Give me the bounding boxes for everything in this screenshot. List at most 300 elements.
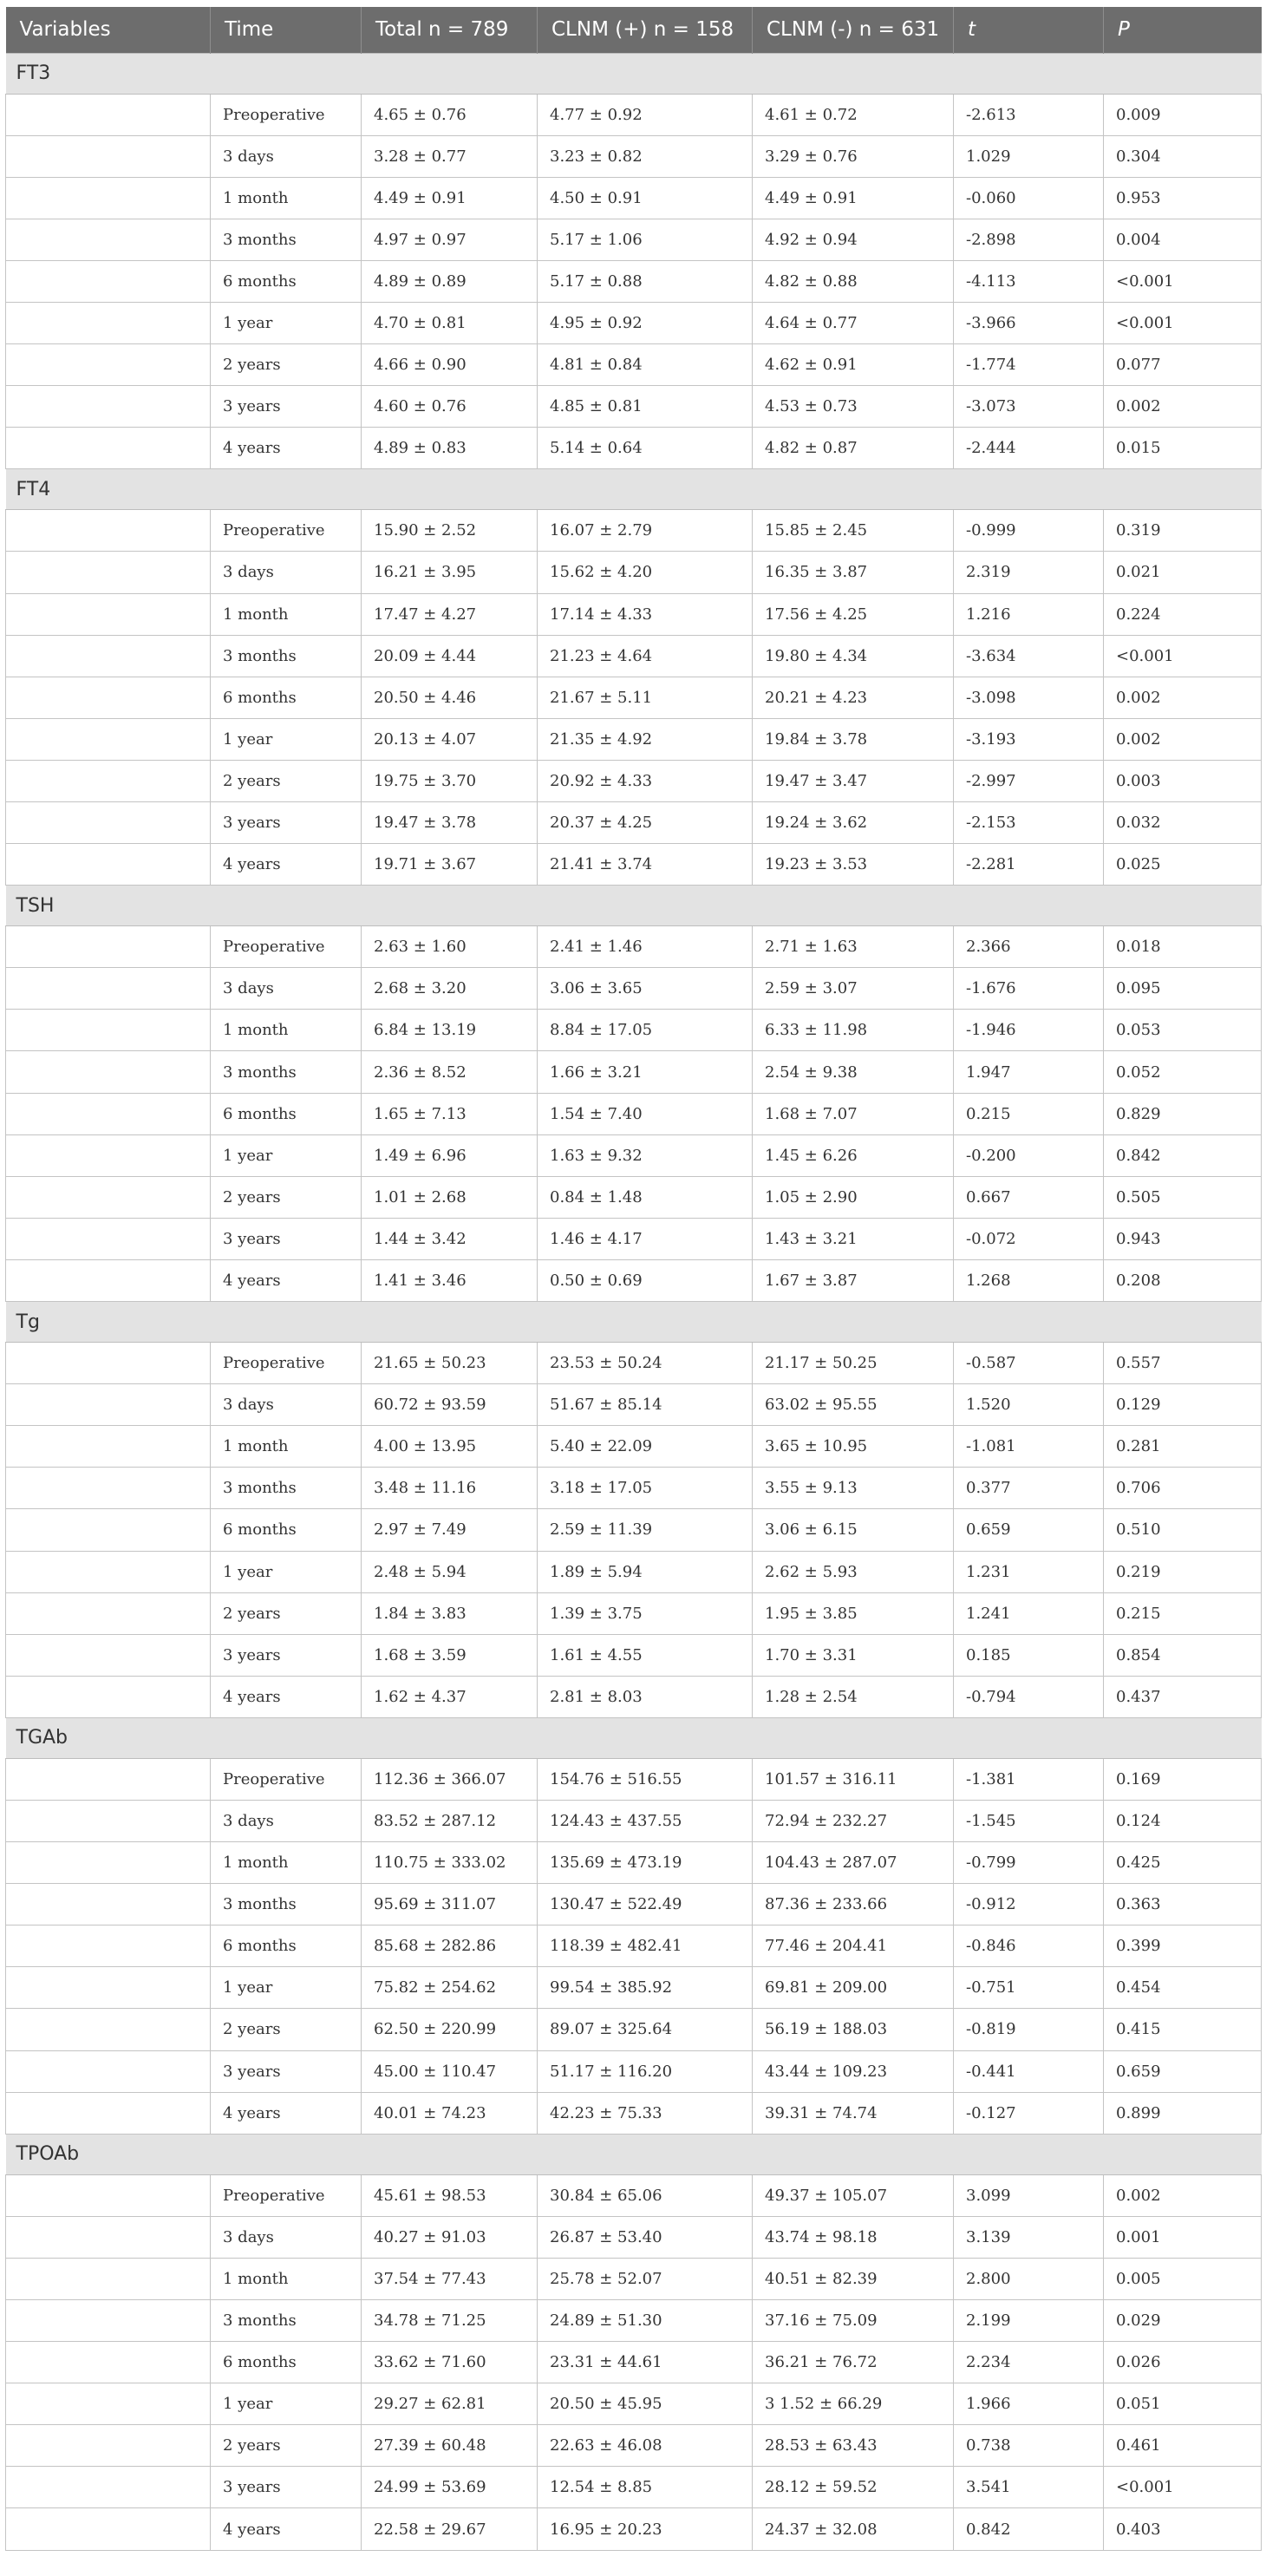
total-cell: 60.72 ± 93.59 [362, 1384, 538, 1426]
variable-cell [6, 1884, 211, 1925]
t-value-cell: -1.676 [954, 968, 1104, 1010]
variable-cell [6, 219, 211, 260]
time-cell: Preoperative [211, 2174, 362, 2216]
clnm-positive-cell: 0.84 ± 1.48 [538, 1176, 753, 1218]
p-value-cell: 0.029 [1104, 2300, 1262, 2342]
t-value-cell: -2.613 [954, 94, 1104, 135]
table-row [6, 1426, 1262, 1468]
clnm-positive-cell: 26.87 ± 53.40 [538, 2216, 753, 2258]
clnm-positive-cell: 4.50 ± 0.91 [538, 177, 753, 219]
clnm-negative-cell: 1.68 ± 7.07 [753, 1093, 954, 1134]
t-value-cell: -1.545 [954, 1800, 1104, 1841]
variable-cell [6, 2009, 211, 2050]
time-cell: Preoperative [211, 1343, 362, 1384]
total-cell: 1.84 ± 3.83 [362, 1592, 538, 1634]
total-cell: 15.90 ± 2.52 [362, 510, 538, 552]
total-cell: 2.48 ± 5.94 [362, 1551, 538, 1592]
table-row [6, 428, 1262, 469]
time-cell: 2 years [211, 2009, 362, 2050]
total-cell: 1.01 ± 2.68 [362, 1176, 538, 1218]
total-cell: 4.97 ± 0.97 [362, 219, 538, 260]
clnm-negative-cell: 37.16 ± 75.09 [753, 2300, 954, 2342]
table-row [6, 552, 1262, 593]
clnm-negative-cell: 56.19 ± 188.03 [753, 2009, 954, 2050]
table-row [6, 2216, 1262, 2258]
p-value-cell: 0.002 [1104, 386, 1262, 428]
p-value-cell: 0.706 [1104, 1468, 1262, 1509]
total-cell: 4.89 ± 0.89 [362, 260, 538, 302]
clnm-negative-cell: 1.28 ± 2.54 [753, 1676, 954, 1717]
clnm-negative-cell: 17.56 ± 4.25 [753, 593, 954, 635]
t-value-cell: 0.377 [954, 1468, 1104, 1509]
table-row [6, 260, 1262, 302]
variable-cell [6, 2050, 211, 2092]
section-row [6, 886, 1262, 926]
time-cell: 1 month [211, 2258, 362, 2299]
p-value-cell: 0.129 [1104, 1384, 1262, 1426]
t-value-cell: -3.193 [954, 718, 1104, 760]
variable-cell [6, 802, 211, 844]
p-value-cell: 0.437 [1104, 1676, 1262, 1717]
p-value-cell: 0.461 [1104, 2425, 1262, 2467]
table-row [6, 510, 1262, 552]
clnm-positive-cell: 1.63 ± 9.32 [538, 1134, 753, 1176]
total-cell: 19.71 ± 3.67 [362, 844, 538, 886]
variable-cell [6, 593, 211, 635]
table-row [6, 2092, 1262, 2134]
p-value-cell: 0.415 [1104, 2009, 1262, 2050]
variable-cell [6, 1758, 211, 1800]
table-row [6, 1134, 1262, 1176]
table-row [6, 1343, 1262, 1384]
t-value-cell: 1.966 [954, 2383, 1104, 2425]
variable-cell [6, 1468, 211, 1509]
total-cell: 1.65 ± 7.13 [362, 1093, 538, 1134]
table-row [6, 1509, 1262, 1551]
clnm-negative-cell: 20.21 ± 4.23 [753, 677, 954, 718]
time-cell: 3 years [211, 1634, 362, 1676]
section-label: TSH [6, 886, 1262, 926]
total-cell: 1.49 ± 6.96 [362, 1134, 538, 1176]
t-value-cell: -0.060 [954, 177, 1104, 219]
variable-cell [6, 1259, 211, 1301]
p-value-cell: 0.005 [1104, 2258, 1262, 2299]
time-cell: 2 years [211, 1592, 362, 1634]
clnm-negative-cell: 87.36 ± 233.66 [753, 1884, 954, 1925]
clnm-negative-cell: 19.23 ± 3.53 [753, 844, 954, 886]
table-row [6, 2050, 1262, 2092]
t-value-cell: 2.366 [954, 926, 1104, 968]
t-value-cell: -2.444 [954, 428, 1104, 469]
variable-cell [6, 2342, 211, 2383]
clnm-positive-cell: 1.89 ± 5.94 [538, 1551, 753, 1592]
total-cell: 4.70 ± 0.81 [362, 302, 538, 343]
variable-cell [6, 1592, 211, 1634]
clnm-negative-cell: 4.92 ± 0.94 [753, 219, 954, 260]
t-value-cell: -0.794 [954, 1676, 1104, 1717]
time-cell: 6 months [211, 677, 362, 718]
table-row [6, 1176, 1262, 1218]
total-cell: 83.52 ± 287.12 [362, 1800, 538, 1841]
variable-cell [6, 2216, 211, 2258]
section-row [6, 1302, 1262, 1343]
total-cell: 1.68 ± 3.59 [362, 1634, 538, 1676]
clnm-positive-cell: 20.92 ± 4.33 [538, 760, 753, 801]
clnm-positive-cell: 5.17 ± 1.06 [538, 219, 753, 260]
clnm-negative-cell: 101.57 ± 316.11 [753, 1758, 954, 1800]
clnm-negative-cell: 24.37 ± 32.08 [753, 2508, 954, 2550]
total-cell: 45.61 ± 98.53 [362, 2174, 538, 2216]
variable-cell [6, 926, 211, 968]
time-cell: 3 months [211, 635, 362, 677]
variable-cell [6, 2508, 211, 2550]
clnm-negative-cell: 36.21 ± 76.72 [753, 2342, 954, 2383]
table-row [6, 94, 1262, 135]
variable-cell [6, 302, 211, 343]
clnm-negative-cell: 77.46 ± 204.41 [753, 1925, 954, 1967]
p-value-cell: 0.077 [1104, 344, 1262, 386]
t-value-cell: 0.842 [954, 2508, 1104, 2550]
table-row [6, 2174, 1262, 2216]
total-cell: 19.75 ± 3.70 [362, 760, 538, 801]
t-value-cell: 0.667 [954, 1176, 1104, 1218]
clnm-positive-cell: 1.66 ± 3.21 [538, 1051, 753, 1093]
clnm-negative-cell: 40.51 ± 82.39 [753, 2258, 954, 2299]
p-value-cell: <0.001 [1104, 2467, 1262, 2508]
p-value-cell: 0.032 [1104, 802, 1262, 844]
clnm-positive-cell: 4.95 ± 0.92 [538, 302, 753, 343]
variable-cell [6, 1925, 211, 1967]
p-value-cell: 0.009 [1104, 94, 1262, 135]
variable-cell [6, 2383, 211, 2425]
clnm-negative-cell: 3 1.52 ± 66.29 [753, 2383, 954, 2425]
total-cell: 40.01 ± 74.23 [362, 2092, 538, 2134]
clnm-positive-cell: 154.76 ± 516.55 [538, 1758, 753, 1800]
time-cell: Preoperative [211, 926, 362, 968]
header-row [6, 7, 1262, 53]
clnm-negative-cell: 2.62 ± 5.93 [753, 1551, 954, 1592]
t-value-cell: 3.099 [954, 2174, 1104, 2216]
variable-cell [6, 344, 211, 386]
total-cell: 3.28 ± 0.77 [362, 135, 538, 177]
time-cell: 1 year [211, 718, 362, 760]
total-cell: 17.47 ± 4.27 [362, 593, 538, 635]
table-row [6, 760, 1262, 801]
time-cell: 4 years [211, 2092, 362, 2134]
total-cell: 4.00 ± 13.95 [362, 1426, 538, 1468]
p-value-cell: 0.004 [1104, 219, 1262, 260]
t-value-cell: 1.947 [954, 1051, 1104, 1093]
clnm-positive-cell: 30.84 ± 65.06 [538, 2174, 753, 2216]
clnm-negative-cell: 21.17 ± 50.25 [753, 1343, 954, 1384]
variable-cell [6, 760, 211, 801]
total-cell: 27.39 ± 60.48 [362, 2425, 538, 2467]
clnm-positive-cell: 23.53 ± 50.24 [538, 1343, 753, 1384]
total-cell: 1.44 ± 3.42 [362, 1218, 538, 1259]
t-value-cell: -0.200 [954, 1134, 1104, 1176]
col-header-p: P [1104, 7, 1262, 53]
p-value-cell: 0.557 [1104, 1343, 1262, 1384]
p-value-cell: 0.363 [1104, 1884, 1262, 1925]
time-cell: 3 months [211, 219, 362, 260]
t-value-cell: -3.098 [954, 677, 1104, 718]
clnm-positive-cell: 5.17 ± 0.88 [538, 260, 753, 302]
clnm-positive-cell: 5.40 ± 22.09 [538, 1426, 753, 1468]
t-value-cell: -0.799 [954, 1842, 1104, 1884]
time-cell: 1 month [211, 593, 362, 635]
time-cell: 1 year [211, 1134, 362, 1176]
section-row [6, 1717, 1262, 1758]
p-value-cell: 0.051 [1104, 2383, 1262, 2425]
clnm-positive-cell: 21.67 ± 5.11 [538, 677, 753, 718]
t-value-cell: -1.946 [954, 1010, 1104, 1051]
clnm-negative-cell: 4.82 ± 0.88 [753, 260, 954, 302]
variable-cell [6, 1551, 211, 1592]
total-cell: 34.78 ± 71.25 [362, 2300, 538, 2342]
p-value-cell: 0.319 [1104, 510, 1262, 552]
section-label: Tg [6, 1302, 1262, 1343]
time-cell: 4 years [211, 1676, 362, 1717]
total-cell: 1.62 ± 4.37 [362, 1676, 538, 1717]
total-cell: 4.66 ± 0.90 [362, 344, 538, 386]
time-cell: Preoperative [211, 94, 362, 135]
t-value-cell: 2.199 [954, 2300, 1104, 2342]
t-value-cell: -1.081 [954, 1426, 1104, 1468]
table-row [6, 1925, 1262, 1967]
total-cell: 37.54 ± 77.43 [362, 2258, 538, 2299]
table-row [6, 802, 1262, 844]
table-row [6, 1758, 1262, 1800]
t-value-cell: 1.216 [954, 593, 1104, 635]
total-cell: 3.48 ± 11.16 [362, 1468, 538, 1509]
clnm-negative-cell: 4.53 ± 0.73 [753, 386, 954, 428]
variable-cell [6, 1676, 211, 1717]
time-cell: 6 months [211, 2342, 362, 2383]
time-cell: 4 years [211, 2508, 362, 2550]
clnm-positive-cell: 16.07 ± 2.79 [538, 510, 753, 552]
total-cell: 95.69 ± 311.07 [362, 1884, 538, 1925]
time-cell: 3 days [211, 2216, 362, 2258]
table-row [6, 1218, 1262, 1259]
clnm-negative-cell: 63.02 ± 95.55 [753, 1384, 954, 1426]
table-row [6, 1634, 1262, 1676]
table-row [6, 2467, 1262, 2508]
total-cell: 85.68 ± 282.86 [362, 1925, 538, 1967]
clnm-positive-cell: 1.61 ± 4.55 [538, 1634, 753, 1676]
clnm-positive-cell: 22.63 ± 46.08 [538, 2425, 753, 2467]
variable-cell [6, 94, 211, 135]
total-cell: 112.36 ± 366.07 [362, 1758, 538, 1800]
clnm-positive-cell: 21.41 ± 3.74 [538, 844, 753, 886]
clnm-negative-cell: 43.74 ± 98.18 [753, 2216, 954, 2258]
clnm-positive-cell: 3.06 ± 3.65 [538, 968, 753, 1010]
clnm-positive-cell: 20.50 ± 45.95 [538, 2383, 753, 2425]
clnm-negative-cell: 43.44 ± 109.23 [753, 2050, 954, 2092]
variable-cell [6, 428, 211, 469]
clnm-positive-cell: 118.39 ± 482.41 [538, 1925, 753, 1967]
table-row [6, 2342, 1262, 2383]
clnm-positive-cell: 21.23 ± 4.64 [538, 635, 753, 677]
clnm-negative-cell: 39.31 ± 74.74 [753, 2092, 954, 2134]
clnm-positive-cell: 4.85 ± 0.81 [538, 386, 753, 428]
time-cell: 1 year [211, 1551, 362, 1592]
total-cell: 20.13 ± 4.07 [362, 718, 538, 760]
total-cell: 22.58 ± 29.67 [362, 2508, 538, 2550]
p-value-cell: 0.001 [1104, 2216, 1262, 2258]
variable-cell [6, 1093, 211, 1134]
total-cell: 20.50 ± 4.46 [362, 677, 538, 718]
p-value-cell: 0.052 [1104, 1051, 1262, 1093]
clnm-negative-cell: 104.43 ± 287.07 [753, 1842, 954, 1884]
variable-cell [6, 2300, 211, 2342]
p-value-cell: 0.403 [1104, 2508, 1262, 2550]
t-value-cell: 2.800 [954, 2258, 1104, 2299]
p-value-cell: <0.001 [1104, 635, 1262, 677]
p-value-cell: 0.002 [1104, 2174, 1262, 2216]
table-row [6, 344, 1262, 386]
clnm-positive-cell: 15.62 ± 4.20 [538, 552, 753, 593]
p-value-cell: 0.124 [1104, 1800, 1262, 1841]
clnm-positive-cell: 8.84 ± 17.05 [538, 1010, 753, 1051]
time-cell: 3 days [211, 552, 362, 593]
section-row [6, 53, 1262, 94]
table-row [6, 2009, 1262, 2050]
variable-cell [6, 844, 211, 886]
p-value-cell: 0.304 [1104, 135, 1262, 177]
clnm-positive-cell: 51.67 ± 85.14 [538, 1384, 753, 1426]
time-cell: 3 days [211, 968, 362, 1010]
t-value-cell: 1.268 [954, 1259, 1104, 1301]
clnm-negative-cell: 28.53 ± 63.43 [753, 2425, 954, 2467]
t-value-cell: 3.541 [954, 2467, 1104, 2508]
clnm-negative-cell: 19.47 ± 3.47 [753, 760, 954, 801]
time-cell: 2 years [211, 1176, 362, 1218]
clnm-negative-cell: 19.80 ± 4.34 [753, 635, 954, 677]
p-value-cell: 0.015 [1104, 428, 1262, 469]
time-cell: 1 month [211, 1426, 362, 1468]
clnm-positive-cell: 23.31 ± 44.61 [538, 2342, 753, 2383]
time-cell: 6 months [211, 1509, 362, 1551]
clnm-positive-cell: 130.47 ± 522.49 [538, 1884, 753, 1925]
table-row [6, 635, 1262, 677]
p-value-cell: 0.053 [1104, 1010, 1262, 1051]
variable-cell [6, 260, 211, 302]
p-value-cell: 0.018 [1104, 926, 1262, 968]
variable-cell [6, 177, 211, 219]
table-row [6, 2258, 1262, 2299]
p-value-cell: 0.842 [1104, 1134, 1262, 1176]
col-header-time: Time [211, 7, 362, 53]
total-cell: 4.65 ± 0.76 [362, 94, 538, 135]
t-value-cell: -1.774 [954, 344, 1104, 386]
variable-cell [6, 1509, 211, 1551]
t-value-cell: 0.659 [954, 1509, 1104, 1551]
t-value-cell: -0.441 [954, 2050, 1104, 2092]
table-row [6, 1051, 1262, 1093]
t-value-cell: -2.997 [954, 760, 1104, 801]
p-value-cell: 0.854 [1104, 1634, 1262, 1676]
variable-cell [6, 1134, 211, 1176]
clnm-positive-cell: 51.17 ± 116.20 [538, 2050, 753, 2092]
clnm-positive-cell: 17.14 ± 4.33 [538, 593, 753, 635]
table-row [6, 1592, 1262, 1634]
t-value-cell: -3.966 [954, 302, 1104, 343]
total-cell: 2.63 ± 1.60 [362, 926, 538, 968]
variable-cell [6, 510, 211, 552]
clnm-negative-cell: 4.61 ± 0.72 [753, 94, 954, 135]
clnm-positive-cell: 5.14 ± 0.64 [538, 428, 753, 469]
clnm-positive-cell: 12.54 ± 8.85 [538, 2467, 753, 2508]
total-cell: 33.62 ± 71.60 [362, 2342, 538, 2383]
variable-cell [6, 677, 211, 718]
t-value-cell: 3.139 [954, 2216, 1104, 2258]
clnm-positive-cell: 4.81 ± 0.84 [538, 344, 753, 386]
time-cell: 1 month [211, 1842, 362, 1884]
time-cell: 4 years [211, 428, 362, 469]
clnm-positive-cell: 124.43 ± 437.55 [538, 1800, 753, 1841]
clnm-negative-cell: 2.54 ± 9.38 [753, 1051, 954, 1093]
variable-cell [6, 1426, 211, 1468]
table-row [6, 718, 1262, 760]
variable-cell [6, 635, 211, 677]
clnm-negative-cell: 4.49 ± 0.91 [753, 177, 954, 219]
t-value-cell: -2.281 [954, 844, 1104, 886]
table-row [6, 1884, 1262, 1925]
section-label: FT4 [6, 469, 1262, 510]
table-row [6, 1842, 1262, 1884]
p-value-cell: 0.026 [1104, 2342, 1262, 2383]
time-cell: 3 years [211, 2467, 362, 2508]
total-cell: 4.89 ± 0.83 [362, 428, 538, 469]
table-row [6, 177, 1262, 219]
clnm-negative-cell: 1.95 ± 3.85 [753, 1592, 954, 1634]
table-row [6, 1800, 1262, 1841]
variable-cell [6, 1842, 211, 1884]
total-cell: 21.65 ± 50.23 [362, 1343, 538, 1384]
clnm-positive-cell: 2.59 ± 11.39 [538, 1509, 753, 1551]
table-row [6, 1551, 1262, 1592]
clnm-negative-cell: 4.64 ± 0.77 [753, 302, 954, 343]
clnm-negative-cell: 49.37 ± 105.07 [753, 2174, 954, 2216]
t-value-cell: -0.819 [954, 2009, 1104, 2050]
total-cell: 75.82 ± 254.62 [362, 1967, 538, 2009]
clnm-positive-cell: 16.95 ± 20.23 [538, 2508, 753, 2550]
p-value-cell: <0.001 [1104, 302, 1262, 343]
variable-cell [6, 1343, 211, 1384]
variable-cell [6, 386, 211, 428]
clnm-positive-cell: 24.89 ± 51.30 [538, 2300, 753, 2342]
clnm-positive-cell: 99.54 ± 385.92 [538, 1967, 753, 2009]
time-cell: Preoperative [211, 510, 362, 552]
time-cell: 2 years [211, 344, 362, 386]
table-row [6, 1010, 1262, 1051]
total-cell: 6.84 ± 13.19 [362, 1010, 538, 1051]
t-value-cell: -2.153 [954, 802, 1104, 844]
variable-cell [6, 1218, 211, 1259]
total-cell: 45.00 ± 110.47 [362, 2050, 538, 2092]
clnm-positive-cell: 2.81 ± 8.03 [538, 1676, 753, 1717]
time-cell: 1 year [211, 1967, 362, 2009]
clnm-negative-cell: 3.55 ± 9.13 [753, 1468, 954, 1509]
table-row [6, 677, 1262, 718]
total-cell: 62.50 ± 220.99 [362, 2009, 538, 2050]
variable-cell [6, 2467, 211, 2508]
clnm-negative-cell: 1.05 ± 2.90 [753, 1176, 954, 1218]
variable-cell [6, 1800, 211, 1841]
table-row [6, 1384, 1262, 1426]
t-value-cell: 0.215 [954, 1093, 1104, 1134]
clnm-negative-cell: 4.62 ± 0.91 [753, 344, 954, 386]
